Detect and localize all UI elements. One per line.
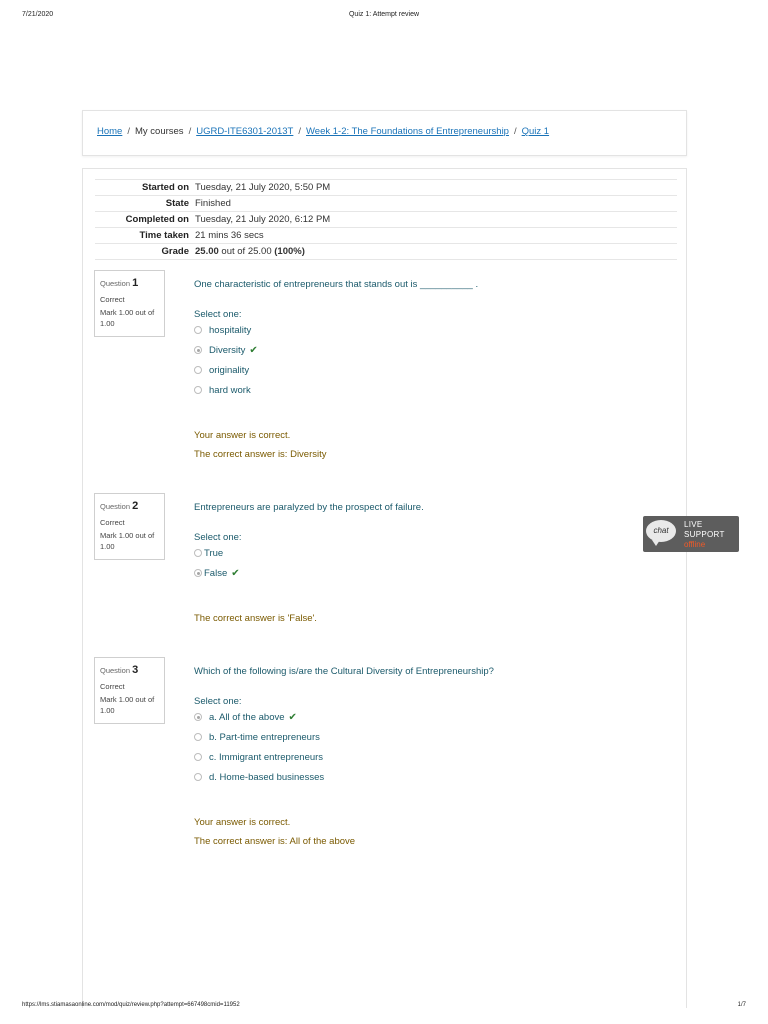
summary-label: Started on: [142, 182, 189, 193]
page-number: 1/7: [737, 1002, 746, 1008]
answer-text: False: [204, 567, 228, 579]
radio-button[interactable]: [194, 366, 202, 374]
live-support-chat-button[interactable]: [643, 516, 739, 552]
radio-button[interactable]: [194, 386, 202, 394]
breadcrumb-separator: /: [298, 126, 301, 137]
chat-support-label: SUPPORT: [684, 530, 725, 539]
answer-option[interactable]: [194, 340, 664, 360]
summary-label: State: [165, 198, 189, 209]
grade-out-of: out of 25.00: [218, 246, 275, 257]
radio-button[interactable]: [194, 326, 202, 334]
quiz-review-region: [82, 168, 687, 1008]
select-one-label: Select one:: [194, 309, 242, 320]
answer-text: b. Part-time entrepreneurs: [209, 731, 320, 743]
summary-value: Tuesday, 21 July 2020, 6:12 PM: [195, 214, 331, 225]
breadcrumb-quiz-link[interactable]: Quiz 1: [521, 126, 550, 137]
radio-button[interactable]: [194, 753, 202, 761]
question-number: 3: [132, 664, 139, 676]
question-text: Entrepreneurs are paralyzed by the prospect of failure.: [194, 502, 424, 513]
summary-row: [95, 212, 677, 228]
summary-label: Time taken: [139, 230, 189, 241]
breadcrumb-course-link[interactable]: UGRD-ITE6301-2013T: [196, 126, 294, 137]
breadcrumb-separator: /: [127, 126, 130, 137]
question-number: 2: [132, 500, 139, 512]
summary-row: [95, 180, 677, 196]
checkmark-icon: ✔: [249, 344, 258, 356]
answer-option[interactable]: [194, 707, 664, 727]
attempt-summary-table: [95, 179, 677, 260]
radio-button-selected[interactable]: [194, 346, 202, 354]
summary-row: [95, 228, 677, 244]
summary-label: Grade: [161, 246, 189, 257]
answer-text: Diversity: [209, 344, 246, 356]
question-content: [194, 502, 664, 624]
answer-text: a. All of the above: [209, 711, 285, 723]
question-state: Correct: [100, 517, 125, 527]
breadcrumb-my-courses: My courses: [134, 126, 184, 137]
answer-text: hospitality: [209, 324, 252, 336]
question-content: [194, 666, 664, 847]
print-title: Quiz 1: Attempt review: [348, 11, 420, 18]
page-url: https://lms.stiamasaonline.com/mod/quiz/review.php?attempt=667498cmid=11952: [22, 1002, 240, 1008]
radio-button-selected[interactable]: [194, 569, 202, 577]
select-one-label: Select one:: [194, 696, 242, 707]
question-state: Correct: [100, 294, 125, 304]
answer-feedback: Your answer is correct.: [194, 430, 291, 441]
checkmark-icon: ✔: [288, 711, 297, 723]
answer-option[interactable]: [194, 543, 664, 563]
answer-option[interactable]: [194, 320, 664, 340]
answer-option[interactable]: [194, 747, 664, 767]
print-date: 7/21/2020: [22, 11, 54, 18]
breadcrumb-separator: /: [513, 126, 517, 137]
answer-text: originality: [209, 364, 250, 376]
question-text: One characteristic of entrepreneurs that stands out is __________ .: [194, 279, 479, 290]
correct-answer-text: The correct answer is 'False'.: [194, 613, 317, 624]
question-number: 1: [132, 277, 139, 289]
breadcrumb-home-link[interactable]: Home: [97, 126, 123, 137]
checkmark-icon: ✔: [231, 567, 240, 579]
grade-percent: (100%): [274, 246, 305, 257]
radio-button[interactable]: [194, 549, 202, 557]
question-info-box: [94, 493, 165, 560]
chat-status: offline: [684, 540, 706, 549]
answer-feedback: Your answer is correct.: [194, 817, 291, 828]
print-footer: [0, 1002, 768, 1014]
question-info-box: [94, 270, 165, 337]
select-one-label: Select one:: [194, 532, 242, 543]
correct-answer-text: The correct answer is: All of the above: [194, 836, 356, 847]
answer-text: True: [204, 547, 224, 559]
question-mark: Mark 1.00 out of 1.00: [100, 694, 155, 715]
summary-value: Tuesday, 21 July 2020, 5:50 PM: [195, 182, 331, 193]
summary-label: Completed on: [125, 214, 189, 225]
answer-option[interactable]: [194, 767, 664, 787]
answer-option[interactable]: [194, 360, 664, 380]
question-text: Which of the following is/are the Cultural Diversity of Entrepreneurship?: [194, 666, 494, 677]
answer-text: d. Home-based businesses: [209, 771, 325, 783]
radio-button-selected[interactable]: [194, 713, 202, 721]
question-label: Question: [100, 502, 131, 511]
chat-live-label: LIVE: [684, 520, 703, 529]
question-label: Question: [100, 279, 131, 288]
summary-row: [95, 196, 677, 212]
summary-value: Finished: [195, 198, 231, 209]
question-state: Correct: [100, 681, 125, 691]
answer-option[interactable]: [194, 380, 664, 400]
grade-score: 25.00: [195, 246, 219, 257]
radio-button[interactable]: [194, 773, 202, 781]
answer-option[interactable]: [194, 727, 664, 747]
answer-text: c. Immigrant entrepreneurs: [209, 751, 324, 763]
answer-text: hard work: [209, 384, 251, 396]
correct-answer-text: The correct answer is: Diversity: [194, 449, 327, 460]
question-mark: Mark 1.00 out of 1.00: [100, 530, 155, 551]
question-content: [194, 279, 664, 460]
print-header: [0, 11, 768, 23]
radio-button[interactable]: [194, 733, 202, 741]
answer-option[interactable]: [194, 563, 664, 583]
breadcrumb-week-link[interactable]: Week 1-2: The Foundations of Entrepreneurship: [306, 126, 509, 137]
breadcrumb-separator: /: [188, 126, 192, 137]
chat-bubble-icon: chat: [646, 520, 676, 542]
summary-grade-value: [195, 244, 677, 260]
summary-row: [95, 244, 677, 260]
question-mark: Mark 1.00 out of 1.00: [100, 307, 155, 328]
question-label: Question: [100, 666, 131, 675]
summary-value: 21 mins 36 secs: [195, 230, 264, 241]
question-info-box: [94, 657, 165, 724]
breadcrumb: [82, 110, 687, 156]
